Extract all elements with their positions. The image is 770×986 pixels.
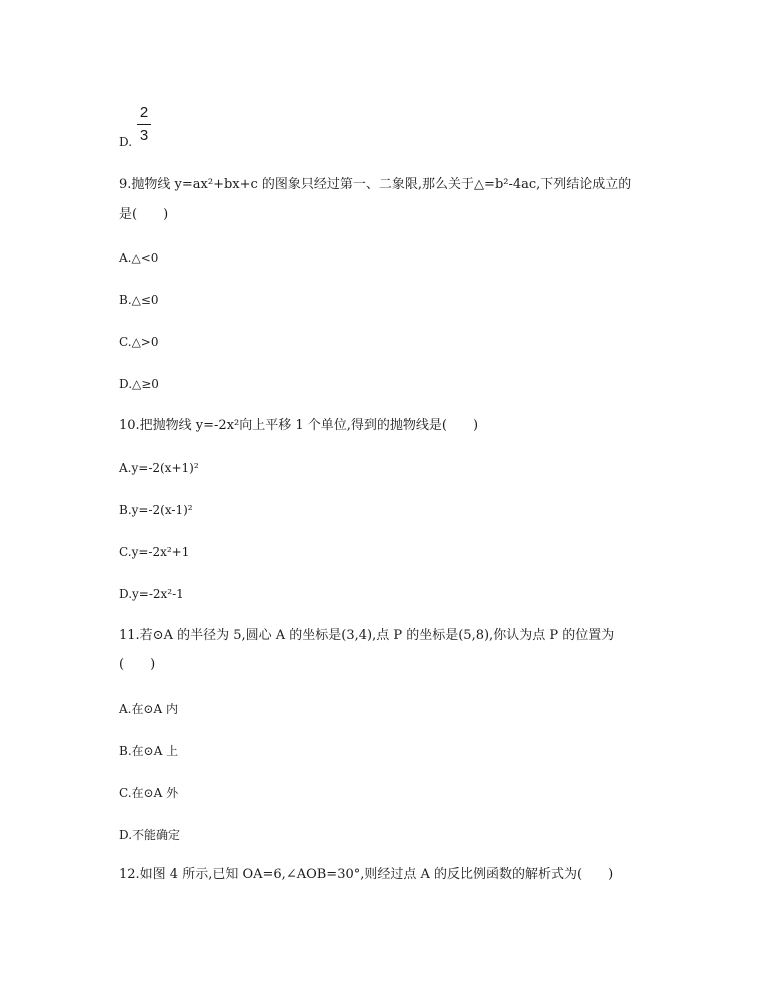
q9-stem-line1: 9.抛物线 y=ax²+bx+c 的图象只经过第一、二象限,那么关于△=b²-4ac,下列结论成立的 bbox=[119, 177, 632, 192]
fraction-two-thirds bbox=[137, 104, 151, 144]
q11-option-d: D.不能确定 bbox=[119, 828, 181, 842]
option-d-label: D. bbox=[119, 135, 133, 149]
q9-option-d: D.△≥0 bbox=[119, 377, 159, 391]
q9-stem-line2: 是( ) bbox=[119, 207, 169, 222]
q9-option-a: A.△<0 bbox=[119, 251, 159, 265]
q12-stem: 12.如图 4 所示,已知 OA=6,∠AOB=30°,则经过点 A 的反比例函数的解析式为( ) bbox=[119, 867, 614, 882]
q11-option-b: B.在⊙A 上 bbox=[119, 744, 179, 758]
q10-option-b: B.y=-2(x-1)² bbox=[119, 503, 193, 517]
q10-option-d: D.y=-2x²-1 bbox=[119, 587, 184, 601]
q10-option-c: C.y=-2x²+1 bbox=[119, 545, 190, 559]
q9-option-b: B.△≤0 bbox=[119, 293, 159, 307]
fraction-bar bbox=[137, 124, 151, 125]
fraction-denominator: 3 bbox=[139, 127, 149, 144]
q10-option-a: A.y=-2(x+1)² bbox=[119, 461, 199, 475]
q11-option-a: A.在⊙A 内 bbox=[119, 702, 179, 716]
q11-stem-line1: 11.若⊙A 的半径为 5,圆心 A 的坐标是(3,4),点 P 的坐标是(5,8),你认为点 P 的位置为 bbox=[119, 628, 615, 643]
fraction-numerator: 2 bbox=[139, 104, 149, 121]
q10-stem: 10.把抛物线 y=-2x²向上平移 1 个单位,得到的抛物线是( ) bbox=[119, 418, 479, 433]
q11-stem-line2: ( ) bbox=[119, 657, 156, 672]
q9-option-c: C.△>0 bbox=[119, 335, 159, 349]
q11-option-c: C.在⊙A 外 bbox=[119, 786, 179, 800]
